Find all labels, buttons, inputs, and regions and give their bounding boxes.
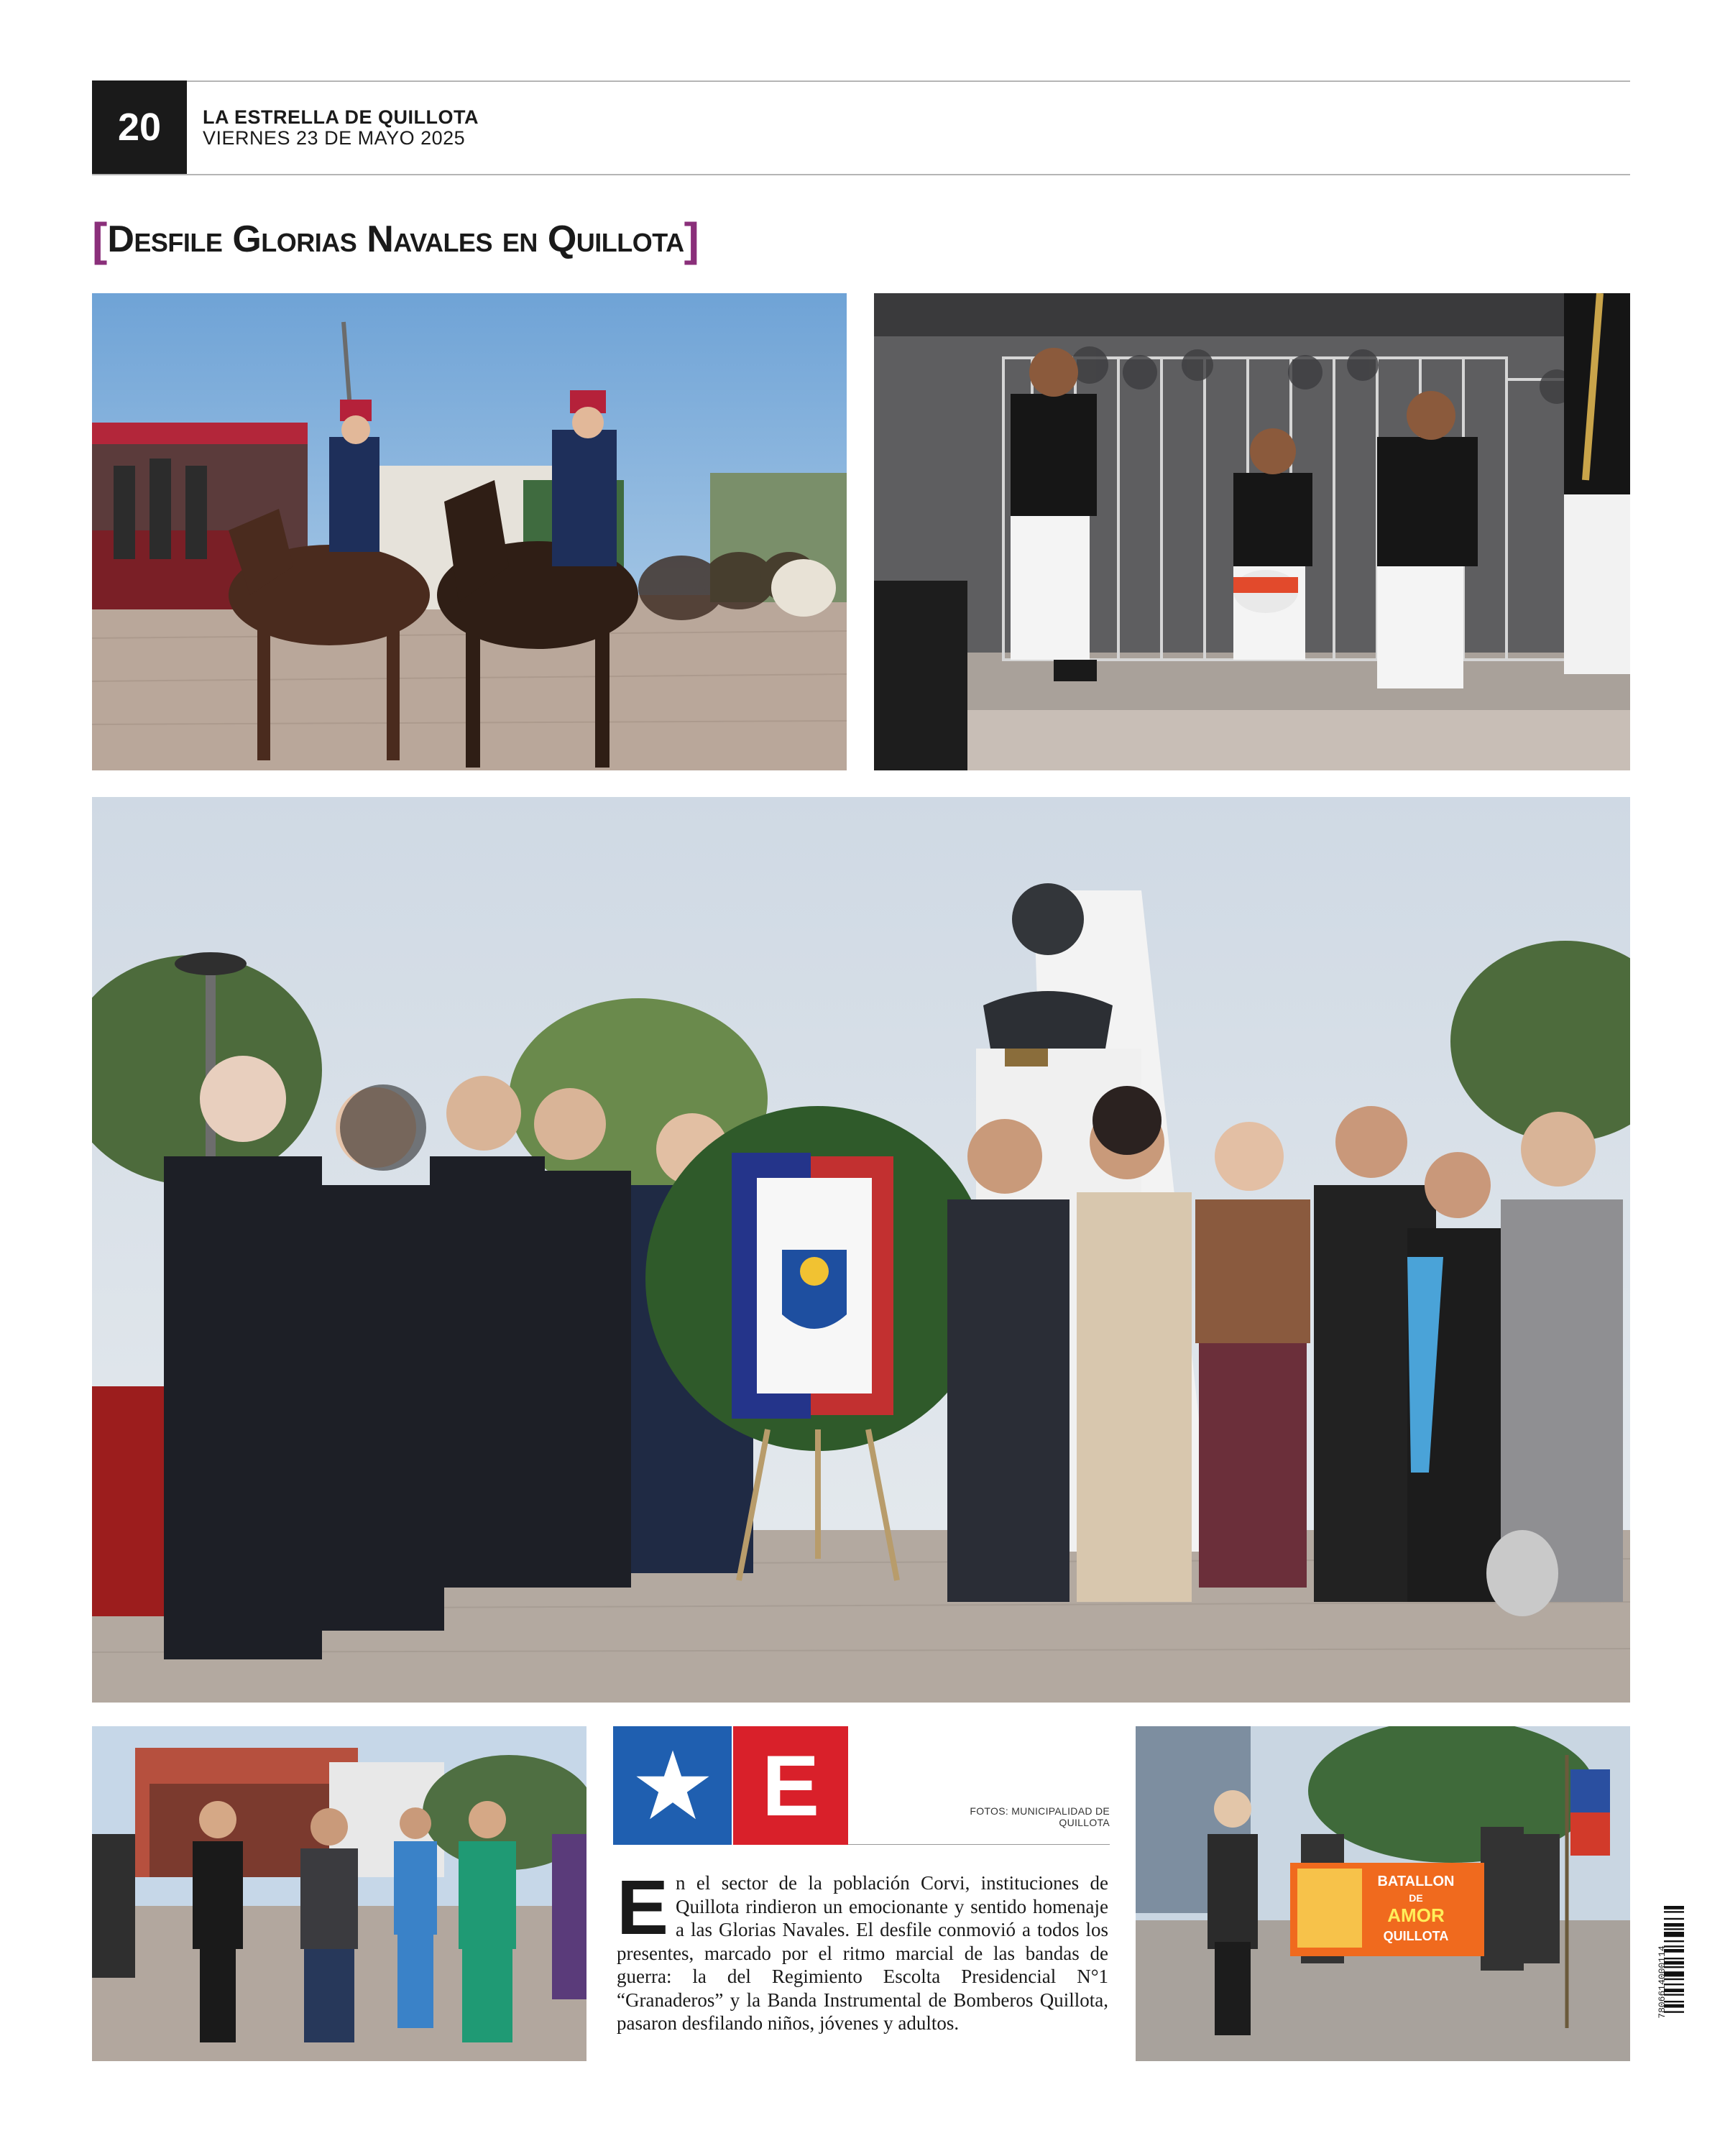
barcode-number: 7806614000114 bbox=[1657, 1945, 1668, 2019]
star-icon bbox=[633, 1746, 712, 1825]
header-bottom-rule bbox=[92, 174, 1630, 175]
headline-text: Desfile Glorias Navales en Quillota bbox=[107, 218, 684, 260]
flag-red-panel bbox=[733, 1726, 848, 1845]
banner-line-2: DE bbox=[1409, 1892, 1423, 1904]
banner-line-4: QUILLOTA bbox=[1383, 1929, 1449, 1943]
page-headline bbox=[92, 214, 699, 264]
section-logo-letter: E bbox=[761, 1737, 820, 1834]
header-top-rule bbox=[92, 80, 1630, 82]
drop-cap: E bbox=[617, 1864, 669, 1950]
issue-date: VIERNES 23 DE MAYO 2025 bbox=[203, 127, 466, 149]
banner-line-3: AMOR bbox=[1387, 1904, 1445, 1926]
credit-rule bbox=[848, 1844, 1110, 1845]
story-body bbox=[617, 1864, 1108, 2035]
story-text: n el sector de la población Corvi, instituciones de Quillota rindieron un emocionante y sentido homenaje a las Glorias Navales. El desfile conmovió a todos los presentes, marcado por el ritmo marcial de las bandas de guerra: la del Regimiento Escolta Presidencial N°1 “Granaderos” y la Banda Instrumental de Bomberos Quillota, pasaron desfilando niños, jóvenes y adultos. bbox=[617, 1872, 1108, 2034]
photo-health-workers bbox=[92, 1726, 586, 2061]
flag-blue-panel bbox=[613, 1726, 732, 1845]
masthead bbox=[203, 108, 479, 148]
headline-close-bracket: ] bbox=[684, 213, 699, 265]
page-number: 20 bbox=[92, 80, 187, 174]
section-logo bbox=[613, 1726, 848, 1845]
photo-authorities-wreath bbox=[92, 797, 1630, 1703]
banner-line-1: BATALLON bbox=[1377, 1874, 1455, 1889]
photo-children-band bbox=[874, 293, 1630, 770]
photo-cavalry-parade bbox=[92, 293, 847, 770]
headline-open-bracket: [ bbox=[92, 213, 108, 265]
photo-credit: FOTOS: MUNICIPALIDAD DE QUILLOTA bbox=[970, 1805, 1110, 1828]
photo-batallon-banner bbox=[1136, 1726, 1630, 2061]
newspaper-name: LA ESTRELLA DE QUILLOTA bbox=[203, 106, 479, 128]
